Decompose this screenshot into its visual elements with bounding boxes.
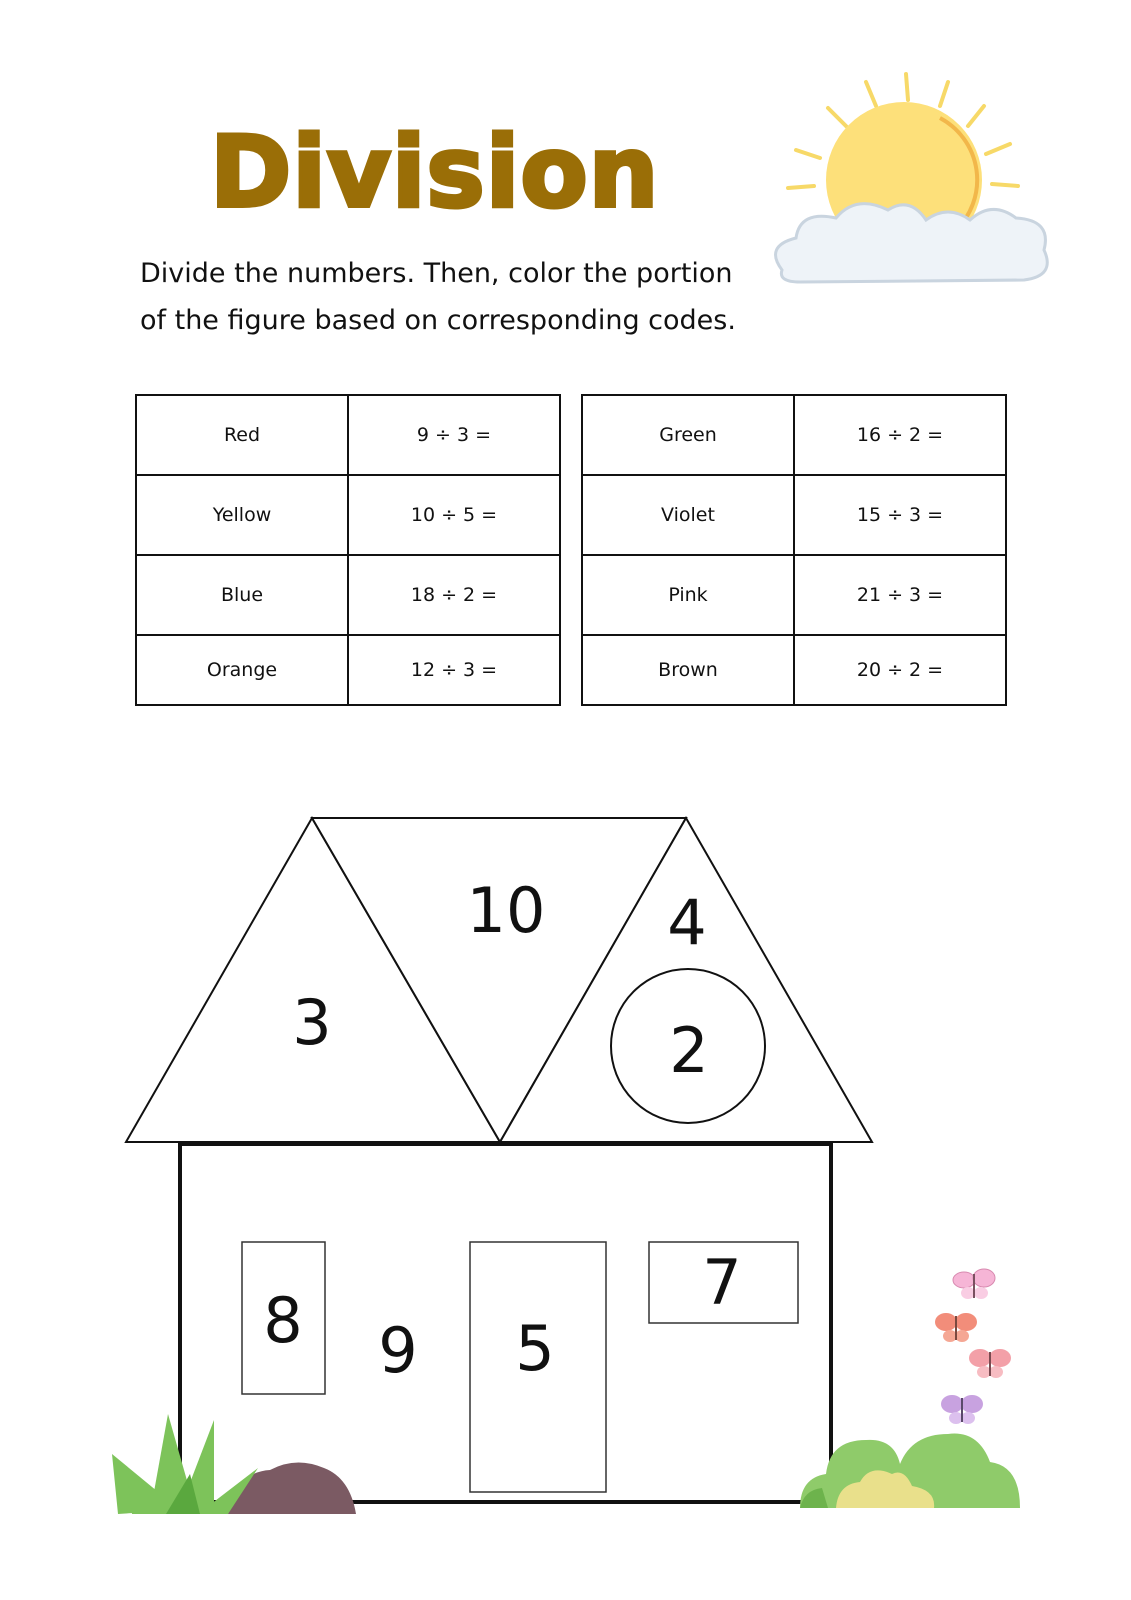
division-problem: 15 ÷ 3 =	[794, 475, 1006, 555]
door-number: 5	[515, 1312, 555, 1385]
left-roof-number: 3	[292, 986, 332, 1059]
right-roof-number: 4	[667, 886, 707, 959]
division-problem: 12 ÷ 3 =	[348, 635, 560, 705]
butterfly-icon	[935, 1269, 1011, 1424]
round-window-number: 2	[669, 1014, 709, 1087]
color-label: Blue	[136, 555, 348, 635]
color-label: Pink	[582, 555, 794, 635]
left-window-number: 8	[263, 1284, 303, 1357]
color-label: Yellow	[136, 475, 348, 555]
page-title: Division	[210, 116, 660, 230]
instructions-line-2: of the figure based on corresponding codes.	[140, 305, 736, 336]
division-problem: 18 ÷ 2 =	[348, 555, 560, 635]
division-problem: 16 ÷ 2 =	[794, 395, 1006, 475]
color-label: Green	[582, 395, 794, 475]
color-label: Violet	[582, 475, 794, 555]
division-problem: 21 ÷ 3 =	[794, 555, 1006, 635]
right-window-number: 7	[702, 1246, 742, 1319]
color-label: Red	[136, 395, 348, 475]
color-label: Brown	[582, 635, 794, 705]
wall-number: 9	[378, 1314, 418, 1387]
division-problem: 10 ÷ 5 =	[348, 475, 560, 555]
instructions-line-1: Divide the numbers. Then, color the portion	[140, 258, 733, 289]
middle-roof-number: 10	[466, 874, 546, 947]
division-problem: 9 ÷ 3 =	[348, 395, 560, 475]
color-label: Orange	[136, 635, 348, 705]
division-problem: 20 ÷ 2 =	[794, 635, 1006, 705]
